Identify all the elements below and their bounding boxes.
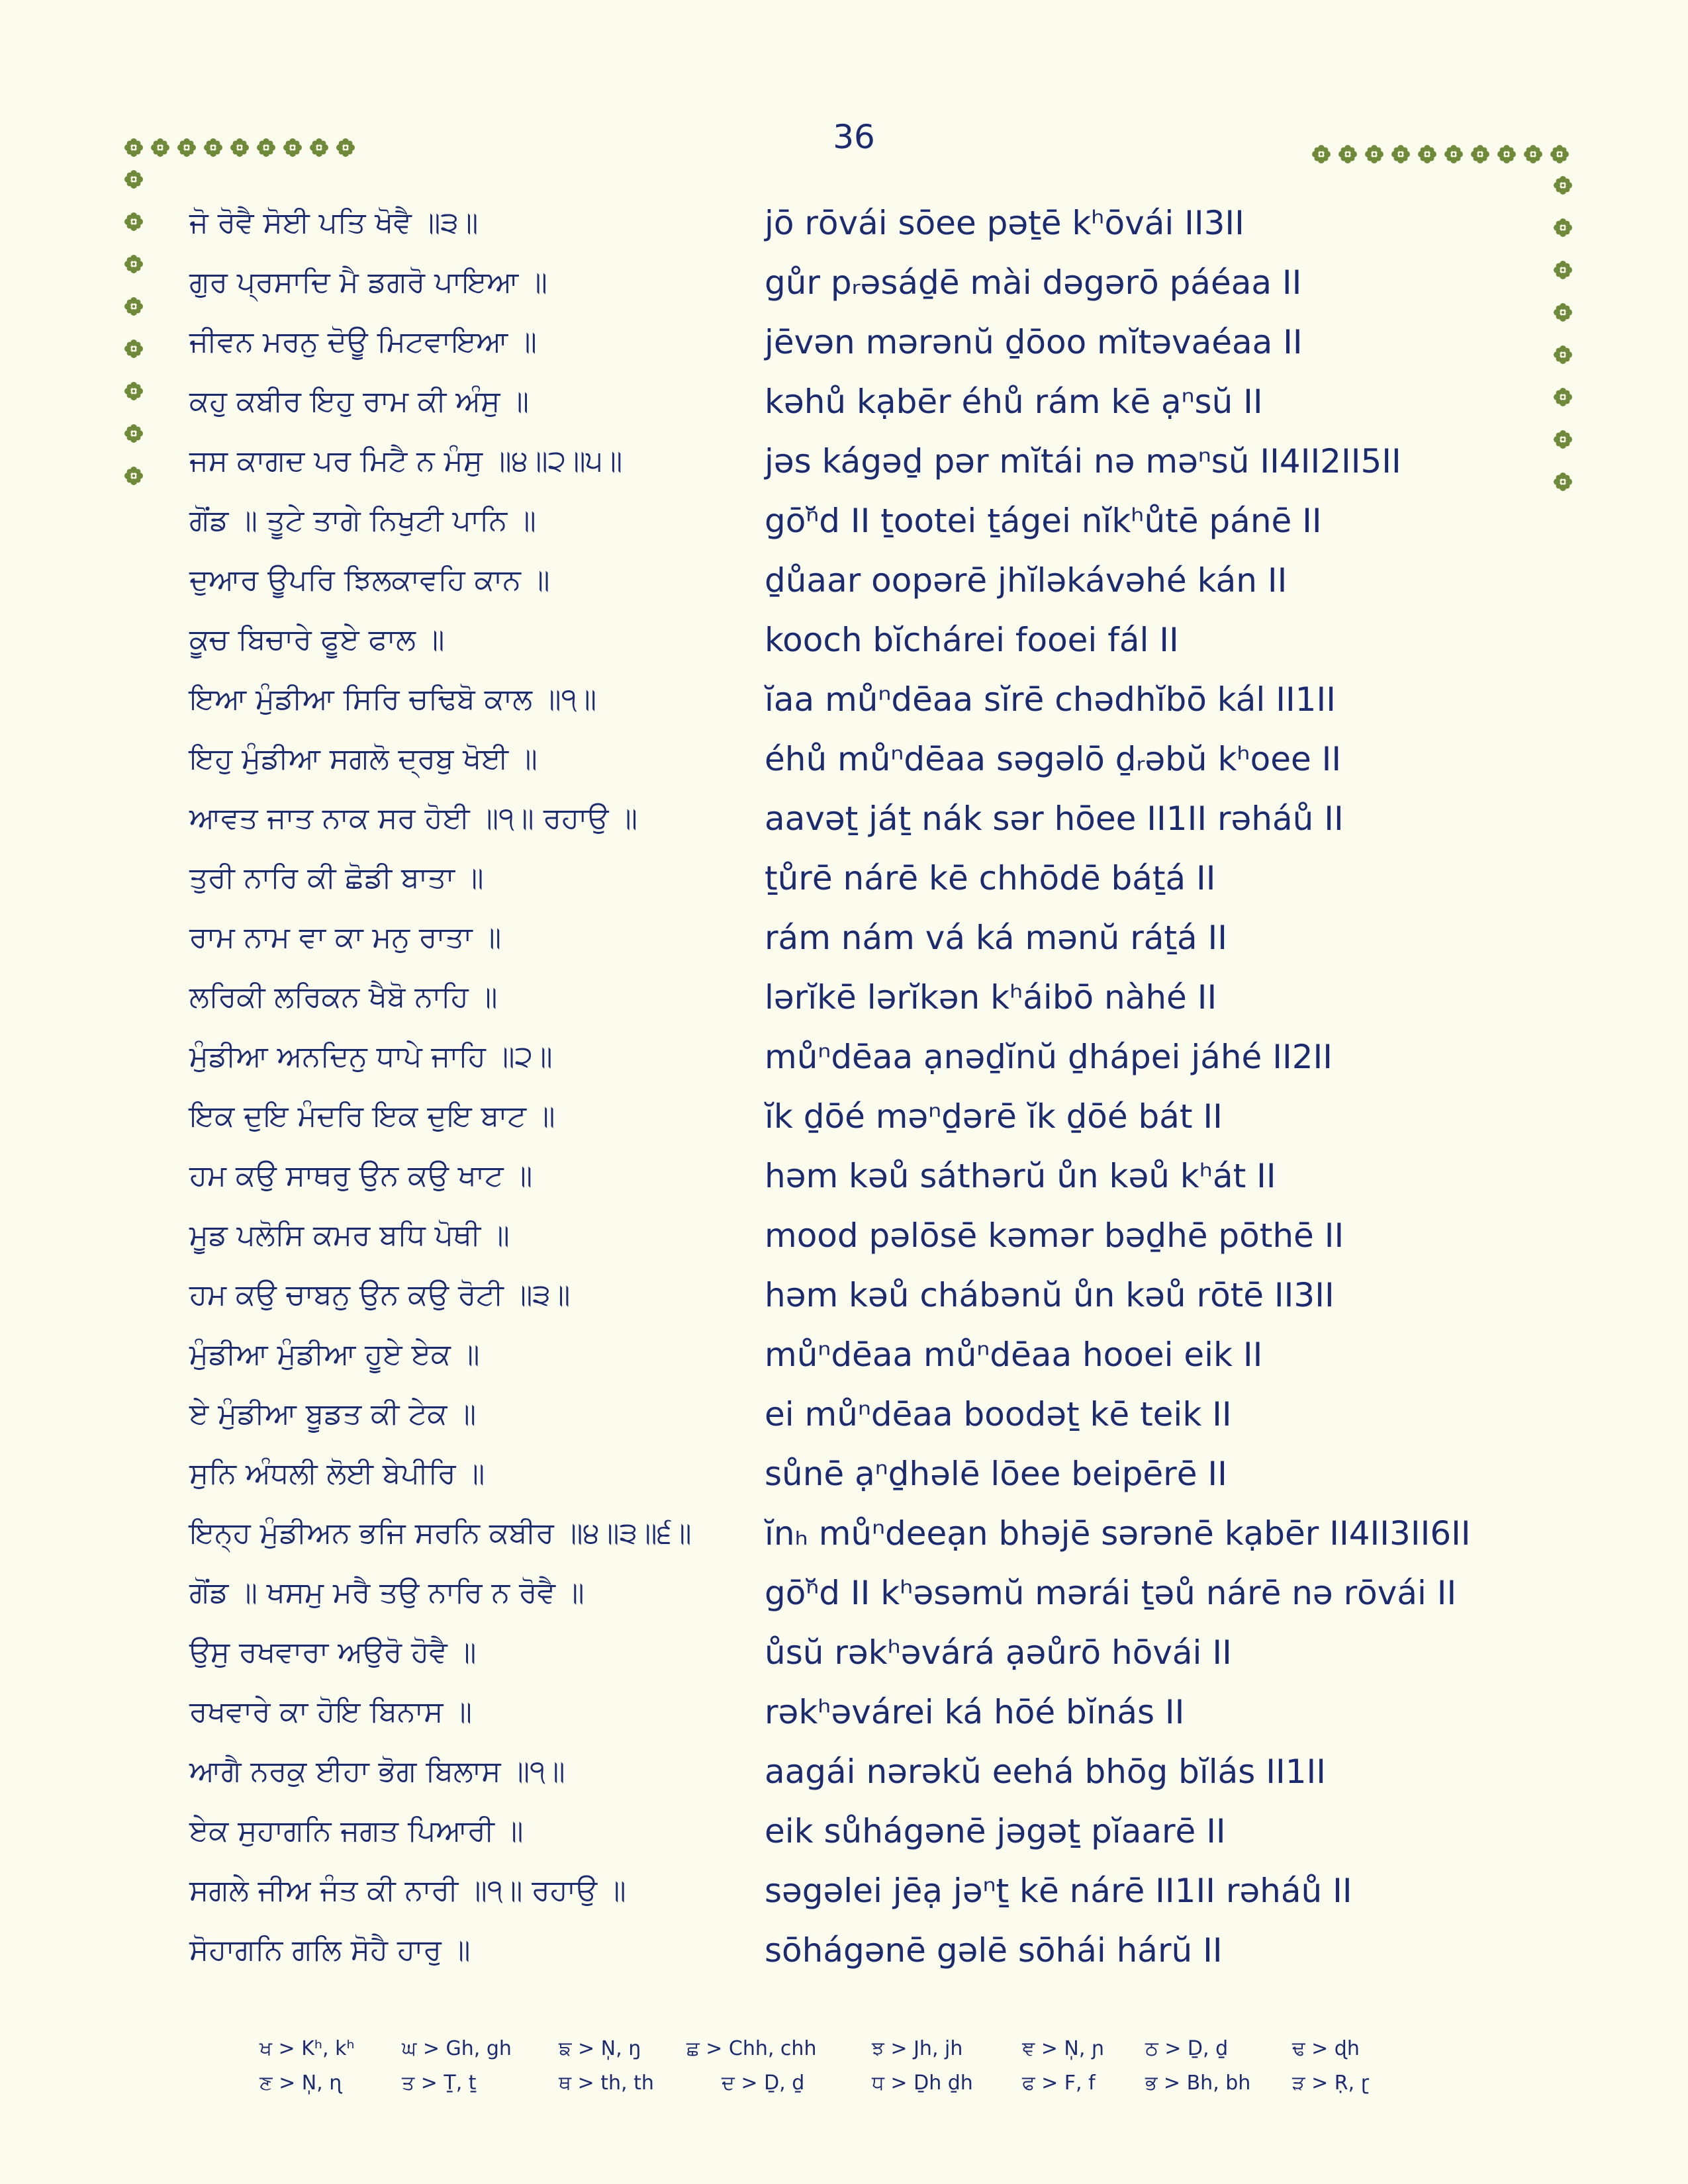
transliteration-line: həm kəů sáthərŭ ůn kəů kʰát II — [765, 1157, 1276, 1195]
gurmukhi-line: ਇਆ ਮੁੰਡੀਆ ਸਿਰਿ ਚਢਿਬੋ ਕਾਲ ॥੧॥ — [189, 682, 597, 716]
verse-row — [0, 551, 1688, 610]
key-item: ਖ > Kʰ, kʰ — [259, 2037, 355, 2060]
gurmukhi-line: ਏਕ ਸੁਹਾਗਨਿ ਜਗਤ ਪਿਆਰੀ ॥ — [189, 1814, 524, 1848]
transliteration-key — [259, 2032, 1451, 2111]
transliteration-line: můⁿdēaa ạnəḏĭnŭ ḏhápei jáhé II2II — [765, 1038, 1333, 1076]
transliteration-line: aavəṯ jáṯ nák sər hōee II1II rəháů II — [765, 799, 1344, 838]
key-item: ਝ > Jh, jh — [872, 2037, 963, 2060]
transliteration-line: jēvən mərənŭ ḏōoo mĭtəvaéaa II — [765, 323, 1303, 361]
key-item: ਢ > ɖh — [1292, 2037, 1360, 2060]
verse-row — [0, 1206, 1688, 1265]
gurmukhi-line: ਇਨ੍ਹ ਮੁੰਡੀਅਨ ਭਜਿ ਸਰਨਿ ਕਬੀਰ ॥੪॥੩॥੬॥ — [189, 1516, 692, 1550]
gurmukhi-line: ਏ ਮੁੰਡੀਆ ਬੂਡਤ ਕੀ ਟੇਕ ॥ — [189, 1397, 477, 1431]
verse-row — [0, 1146, 1688, 1206]
gurmukhi-line: ਰਾਮ ਨਾਮ ਵਾ ਕਾ ਮਨੁ ਰਾਤਾ ॥ — [189, 921, 502, 954]
transliteration-line: kəhů kạbēr éhů rám kē ạⁿsŭ II — [765, 383, 1263, 421]
page-number: 36 — [833, 118, 875, 156]
verse-row — [0, 1682, 1688, 1742]
verse-row — [0, 908, 1688, 968]
gurmukhi-line: ਮੁੰਡੀਆ ਮੁੰਡੀਆ ਹੂਏ ਏਕ ॥ — [189, 1338, 480, 1371]
transliteration-line: ḏůaar oopərē jhĭləkávəhé kán II — [765, 561, 1288, 600]
verse-row — [0, 670, 1688, 729]
verse-row — [0, 848, 1688, 908]
transliteration-line: ĭk ḏōé məⁿḏərē ĭk ḏōé bát II — [765, 1097, 1223, 1136]
gurmukhi-line: ਕਹੁ ਕਬੀਰ ਇਹੁ ਰਾਮ ਕੀ ਅੰਸੁ ॥ — [189, 385, 530, 418]
verse-row — [0, 432, 1688, 491]
key-item: ਛ > Chh, chh — [686, 2037, 817, 2060]
transliteration-line: ĭnₕ můⁿdeeạn bhəjē sərənē kạbēr II4II3II6II — [765, 1514, 1471, 1553]
gurmukhi-line: ਉਸੁ ਰਖਵਾਰਾ ਅਉਰੋ ਹੋਵੈ ॥ — [189, 1635, 477, 1669]
transliteration-line: ĭaa můⁿdēaa sĭrē chədhĭbō kál II1II — [765, 680, 1336, 719]
transliteration-line: rəkʰəvárei ká hōé bĭnás II — [765, 1693, 1185, 1731]
gurmukhi-line: ਆਗੈ ਨਰਕੁ ਈਹਾ ਭੋਗ ਬਿਲਾਸ ॥੧॥ — [189, 1754, 565, 1788]
verse-row — [0, 610, 1688, 670]
verse-row — [0, 193, 1688, 253]
gurmukhi-line: ਸੁਨਿ ਅੰਧਲੀ ਲੋਈ ਬੇਪੀਰਿ ॥ — [189, 1457, 485, 1490]
transliteration-line: sůnē ạⁿḏhəlē lōee beipērē II — [765, 1455, 1227, 1493]
gurmukhi-line: ਕੂਚ ਬਿਚਾਰੇ ਫੂਏ ਫਾਲ ॥ — [189, 623, 445, 657]
verse-row — [0, 312, 1688, 372]
gurmukhi-line: ਸਗਲੇ ਜੀਅ ਜੰਤ ਕੀ ਨਾਰੀ ॥੧॥ ਰਹਾਉ ॥ — [189, 1874, 626, 1907]
transliteration-line: ei můⁿdēaa boodəṯ kē teik II — [765, 1395, 1232, 1433]
key-item: ਧ > Ḏh ḏh — [872, 2071, 973, 2095]
transliteration-line: səgəlei jēạ jəⁿṯ kē nárē II1II rəháů II — [765, 1872, 1352, 1910]
gurmukhi-line: ਜੋ ਰੋਵੈ ਸੋਈ ਪਤਿ ਖੋਵੈ ॥੩॥ — [189, 206, 479, 240]
key-item: ਣ > N̩, ɳ — [259, 2071, 342, 2095]
key-item: ੜ > Ṛ, ɽ — [1292, 2071, 1370, 2095]
key-item: ਠ > Ḏ, ḏ — [1145, 2037, 1229, 2060]
key-item: ਞ > N̩, ɲ — [1022, 2037, 1105, 2060]
gurmukhi-line: ਤੁਰੀ ਨਾਰਿ ਕੀ ਛੋਡੀ ਬਾਤਾ ॥ — [189, 861, 484, 895]
verse-row — [0, 1742, 1688, 1801]
key-item: ਘ > Gh, gh — [402, 2037, 512, 2060]
key-item: ਫ > F, f — [1022, 2071, 1096, 2095]
transliteration-line: jəs kágəḏ pər mĭtái nə məⁿsŭ II4II2II5II — [765, 442, 1401, 480]
transliteration-line: sōhágənē gəlē sōhái hárŭ II — [765, 1931, 1223, 1970]
verse-row — [0, 1265, 1688, 1325]
transliteration-line: gůr pᵣəsáḏē mài dəgərō páéaa II — [765, 263, 1302, 302]
gurmukhi-line: ਇਕ ਦੁਇ ਮੰਦਰਿ ਇਕ ਦੁਇ ਬਾਟ ॥ — [189, 1099, 555, 1133]
transliteration-line: eik sůhágənē jəgəṯ pĭaarē II — [765, 1812, 1226, 1850]
verse-row — [0, 1563, 1688, 1623]
gurmukhi-line: ਜੀਵਨ ਮਰਨੁ ਦੋਊ ਮਿਟਵਾਇਆ ॥ — [189, 325, 537, 359]
key-row — [259, 2066, 1451, 2101]
transliteration-line: ṯůrē nárē kē chhōdē báṯá II — [765, 859, 1216, 897]
verse-row — [0, 1444, 1688, 1504]
verse-row — [0, 491, 1688, 551]
verse-row — [0, 1087, 1688, 1146]
gurmukhi-line: ਆਵਤ ਜਾਤ ਨਾਕ ਸਰ ਹੋਈ ॥੧॥ ਰਹਾਉ ॥ — [189, 801, 638, 835]
verse-row — [0, 729, 1688, 789]
verse-row — [0, 789, 1688, 848]
transliteration-line: kooch bĭchárei fooei fál II — [765, 621, 1179, 659]
key-item: ਙ > N̩, ŋ — [559, 2037, 641, 2060]
gurmukhi-line: ਸੋਹਾਗਨਿ ਗਲਿ ਸੋਹੈ ਹਾਰੁ ॥ — [189, 1933, 471, 1967]
transliteration-line: aagái nərəkŭ eehá bhōg bĭlás II1II — [765, 1752, 1327, 1791]
verse-row — [0, 1623, 1688, 1682]
gurmukhi-line: ਮੂਡ ਪਲੋਸਿ ਕਮਰ ਬਧਿ ਪੋਥੀ ॥ — [189, 1218, 510, 1252]
verse-row — [0, 1801, 1688, 1861]
transliteration-line: rám nám vá ká mənŭ ráṯá II — [765, 919, 1228, 957]
verse-row — [0, 1325, 1688, 1385]
verse-row — [0, 968, 1688, 1027]
gurmukhi-line: ਹਮ ਕਉ ਚਾਬਨੁ ਉਨ ਕਉ ਰੋਟੀ ॥੩॥ — [189, 1278, 571, 1312]
gurmukhi-line: ਰਖਵਾਰੇ ਕਾ ਹੋਇ ਬਿਨਾਸ ॥ — [189, 1695, 473, 1729]
gurmukhi-line: ਗੁਰ ਪ੍ਰਸਾਦਿ ਮੈ ਡਗਰੋ ਪਾਇਆ ॥ — [189, 265, 547, 299]
verse-row — [0, 1861, 1688, 1921]
verse-row — [0, 253, 1688, 312]
verse-row — [0, 1027, 1688, 1087]
key-item: ਦ > Ḏ, ḏ — [722, 2071, 805, 2095]
gurmukhi-line: ਦੁਆਰ ਊਪਰਿ ਝਿਲਕਾਵਹਿ ਕਾਨ ॥ — [189, 563, 550, 597]
verse-row — [0, 1385, 1688, 1444]
key-row — [259, 2032, 1451, 2066]
gurmukhi-line: ਲਰਿਕੀ ਲਰਿਕਨ ਖੈਬੋ ਨਾਹਿ ॥ — [189, 980, 498, 1014]
transliteration-line: gōⁿ̆d II kʰəsəmŭ mərái ṯəů nárē nə rōvái II — [765, 1574, 1457, 1612]
gurmukhi-line: ਗੋਂਡ ॥ ਤੂਟੇ ਤਾਗੇ ਨਿਖੁਟੀ ਪਾਨਿ ॥ — [189, 504, 536, 537]
gurmukhi-line: ਹਮ ਕਉ ਸਾਥਰੁ ਉਨ ਕਉ ਖਾਟ ॥ — [189, 1159, 533, 1193]
verse-row — [0, 1921, 1688, 1980]
transliteration-line: həm kəů chábənŭ ůn kəů rōtē II3II — [765, 1276, 1335, 1314]
gurmukhi-line: ਮੁੰਡੀਆ ਅਨਦਿਨੁ ਧਾਪੇ ਜਾਹਿ ॥੨॥ — [189, 1040, 553, 1073]
key-item: ਤ > Ṯ, ṯ — [402, 2071, 477, 2095]
transliteration-line: jō rōvái sōee pəṯē kʰōvái II3II — [765, 204, 1244, 242]
transliteration-line: gōⁿ̆d II ṯootei ṯágei nĭkʰůtē pánē II — [765, 502, 1322, 540]
key-item: ਭ > Bh, bh — [1145, 2071, 1251, 2095]
transliteration-line: mood pəlōsē kəmər bəḏhē pōthē II — [765, 1216, 1344, 1255]
transliteration-line: éhů můⁿdēaa səgəlō ḏᵣəbŭ kʰoee II — [765, 740, 1342, 778]
transliteration-line: ůsŭ rəkʰəvárá ạəůrō hōvái II — [765, 1633, 1232, 1672]
verse-row — [0, 372, 1688, 432]
verse-row — [0, 1504, 1688, 1563]
transliteration-line: lərĭkē lərĭkən kʰáibō nàhé II — [765, 978, 1217, 1017]
key-item: ਥ > th, th — [559, 2071, 654, 2095]
transliteration-line: můⁿdēaa můⁿdēaa hooei eik II — [765, 1336, 1263, 1374]
gurmukhi-line: ਇਹੁ ਮੁੰਡੀਆ ਸਗਲੋ ਦ੍ਰਬੁ ਖੋਈ ॥ — [189, 742, 538, 776]
gurmukhi-line: ਜਸ ਕਾਗਦ ਪਰ ਮਿਟੈ ਨ ਮੰਸੁ ॥੪॥੨॥੫॥ — [189, 444, 623, 478]
gurmukhi-line: ਗੋਂਡ ॥ ਖਸਮੁ ਮਰੈ ਤਉ ਨਾਰਿ ਨ ਰੋਵੈ ॥ — [189, 1576, 585, 1610]
